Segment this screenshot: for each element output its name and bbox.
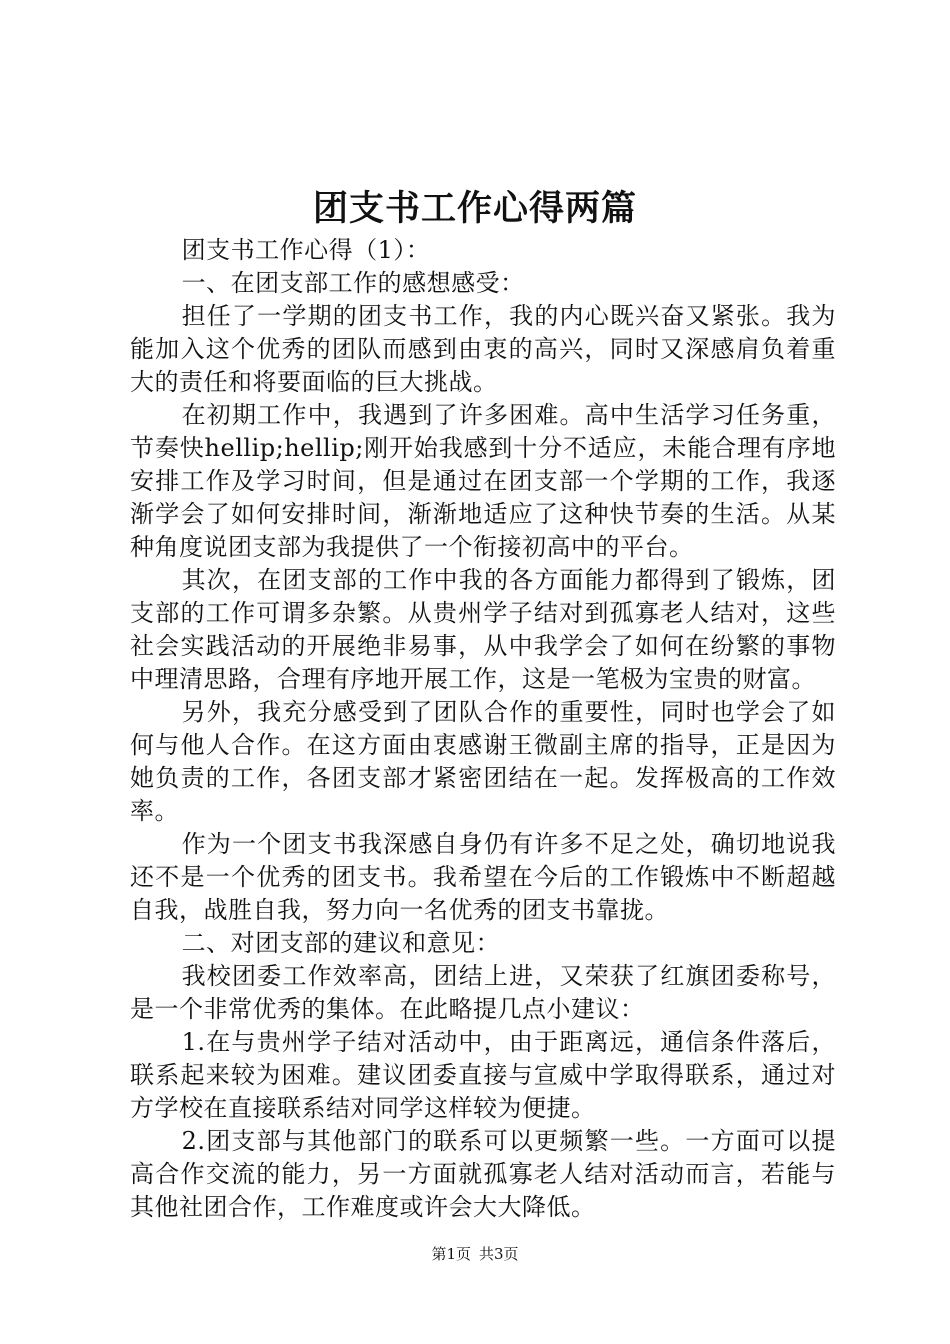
subsection-heading: 一、在团支部工作的感想感受：: [181, 269, 525, 297]
paragraph: 在初期工作中，我遇到了许多困难。高中生活学习任务重，节奏快hellip;hellip;刚开始我感到十分不适应，未能合理有序地安排工作及学习时间，但是通过在团支部一个学期的工作，我逐渐学会了如何安排时间，渐渐地适应了这种快节奏的生活。从某种角度说团支部为我提供了一个衔接初高中的平台。: [130, 401, 836, 561]
paragraph: 其次，在团支部的工作中我的各方面能力都得到了锻炼，团支部的工作可谓多杂繁。从贵州学子结对到孤寡老人结对，这些社会实践活动的开展绝非易事，从中我学会了如何在纷繁的事物中理清思路，合理有序地开展工作，这是一笔极为宝贵的财富。: [130, 566, 836, 693]
paragraph: 担任了一学期的团支书工作，我的内心既兴奋又紧张。我为能加入这个优秀的团队而感到由衷的高兴，同时又深感肩负着重大的责任和将要面临的巨大挑战。: [130, 302, 836, 396]
page-total: 共3页: [479, 1245, 519, 1263]
paragraph: 另外，我充分感受到了团队合作的重要性，同时也学会了如何与他人合作。在这方面由衷感谢王微副主席的指导，正是因为她负责的工作，各团支部才紧密团结在一起。发挥极高的工作效率。: [130, 698, 836, 825]
paragraph: 作为一个团支书我深感自身仍有许多不足之处，确切地说我还不是一个优秀的团支书。我希望在今后的工作锻炼中不断超越自我，战胜自我，努力向一名优秀的团支书靠拢。: [130, 830, 836, 924]
list-item: 2.团支部与其他部门的联系可以更频繁一些。一方面可以提高合作交流的能力，另一方面就孤寡老人结对活动而言，若能与其他社团合作，工作难度或许会大大降低。: [130, 1127, 836, 1221]
section-heading: 团支书工作心得（1）：: [181, 236, 431, 264]
paragraph: 我校团委工作效率高，团结上进，又荣获了红旗团委称号，是一个非常优秀的集体。在此略提几点小建议：: [130, 962, 836, 1023]
page-number: 第1页: [431, 1245, 471, 1263]
document-title: 团支书工作心得两篇: [312, 189, 637, 229]
subsection-heading: 二、对团支部的建议和意见：: [181, 929, 501, 957]
document-body: [130, 234, 836, 1224]
list-item: 1.在与贵州学子结对活动中，由于距离远，通信条件落后，联系起来较为困难。建议团委直接与宣威中学取得联系，通过对方学校在直接联系结对同学这样较为便捷。: [130, 1028, 836, 1122]
page-footer: [0, 1244, 950, 1264]
